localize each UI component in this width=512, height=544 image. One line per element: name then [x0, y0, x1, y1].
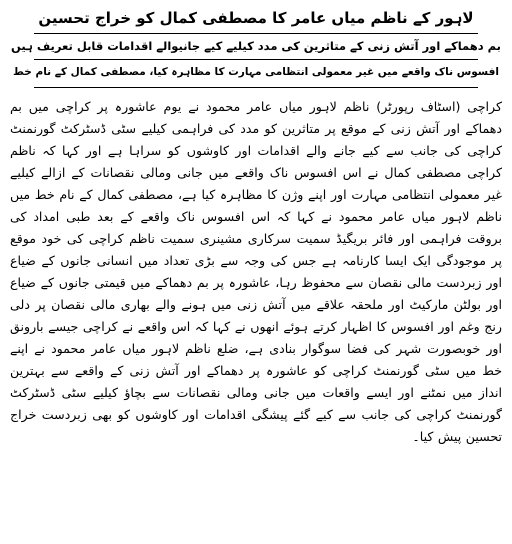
- article-body: کراچی (اسٹاف رپورٹر) ناظم لاہور میاں عامر محمود نے یوم عاشورہ پر کراچی میں بم دھماکے اور آتش زنی کے موقع پر متاثرین کو مدد کی فراہمی کیلیے سٹی ڈسٹرکٹ گورنمنٹ کراچی کی جانب سے کیے جانے والے اقدامات اور کاوشوں کو سراہا ہے اور کہا کہ ناظم کراچی مصطفی کمال نے اس افسوس ناک واقعے میں جانی ومالی نقصانات کے ازالے کیلیے غیر معمولی انتظامی مہارت اور اپنے وژن کا مظاہرہ کیا ہے، مصطفی کمال کے نام خط میں ناظم لاہور میاں عامر محمود نے کہا کہ اس افسوس ناک واقعے کے بعد طبی امداد کی بروقت فراہمی اور فائر بریگیڈ سمیت سرکاری مشینری سمیت ناظم کراچی کی خود موقع پر موجودگی ایک ایسا کارنامہ ہے جس کی وجہ سے بڑی تعداد میں انسانی جانوں کے ضیاع اور زبردست مالی نقصان سے محفوظ رہا، عاشورہ پر بم دھماکے میں قیمتی جانوں کے ضیاع اور بولٹن مارکیٹ اور ملحقہ علاقے میں آتش زنی میں ہونے والے بھاری مالی نقصان پر دلی رنج وغم اور افسوس کا اظہار کرتے ہوئے انھوں نے کہا کہ اس واقعے نے کراچی جیسے بارونق اور خوبصورت شہر کی فضا سوگوار بنادی ہے، ضلع ناظم لاہور میاں عامر محمود نے اپنے خط میں سٹی گورنمنٹ کراچی کو عاشورہ پر دھماکے اور آتش زنی کے واقعے سے بہترین انداز میں نمٹنے اور ایسے واقعات میں جانی ومالی نقصانات سے بچاؤ کیلیے سٹی ڈسٹرکٹ گورنمنٹ کراچی کی جانب سے کیے گئے پیشگی اقدامات اور کاوشوں کو بھی زبردست خراج تحسین پیش کیا۔: [10, 98, 502, 444]
- headline-divider: [34, 87, 478, 88]
- headline-main: لاہور کے ناظم میاں عامر کا مصطفی کمال کو خراج تحسین: [38, 9, 474, 27]
- headline-sub-1: بم دھماکے اور آتش زنی کے متاثرین کی مدد کیلیے کیے جانیوالے اقدامات قابل تعریف ہیں: [11, 39, 501, 54]
- headline-sub-2: افسوس ناک واقعے میں غیر معمولی انتظامی مہارت کا مظاہرہ کیا، مصطفی کمال کے نام خط: [13, 66, 499, 79]
